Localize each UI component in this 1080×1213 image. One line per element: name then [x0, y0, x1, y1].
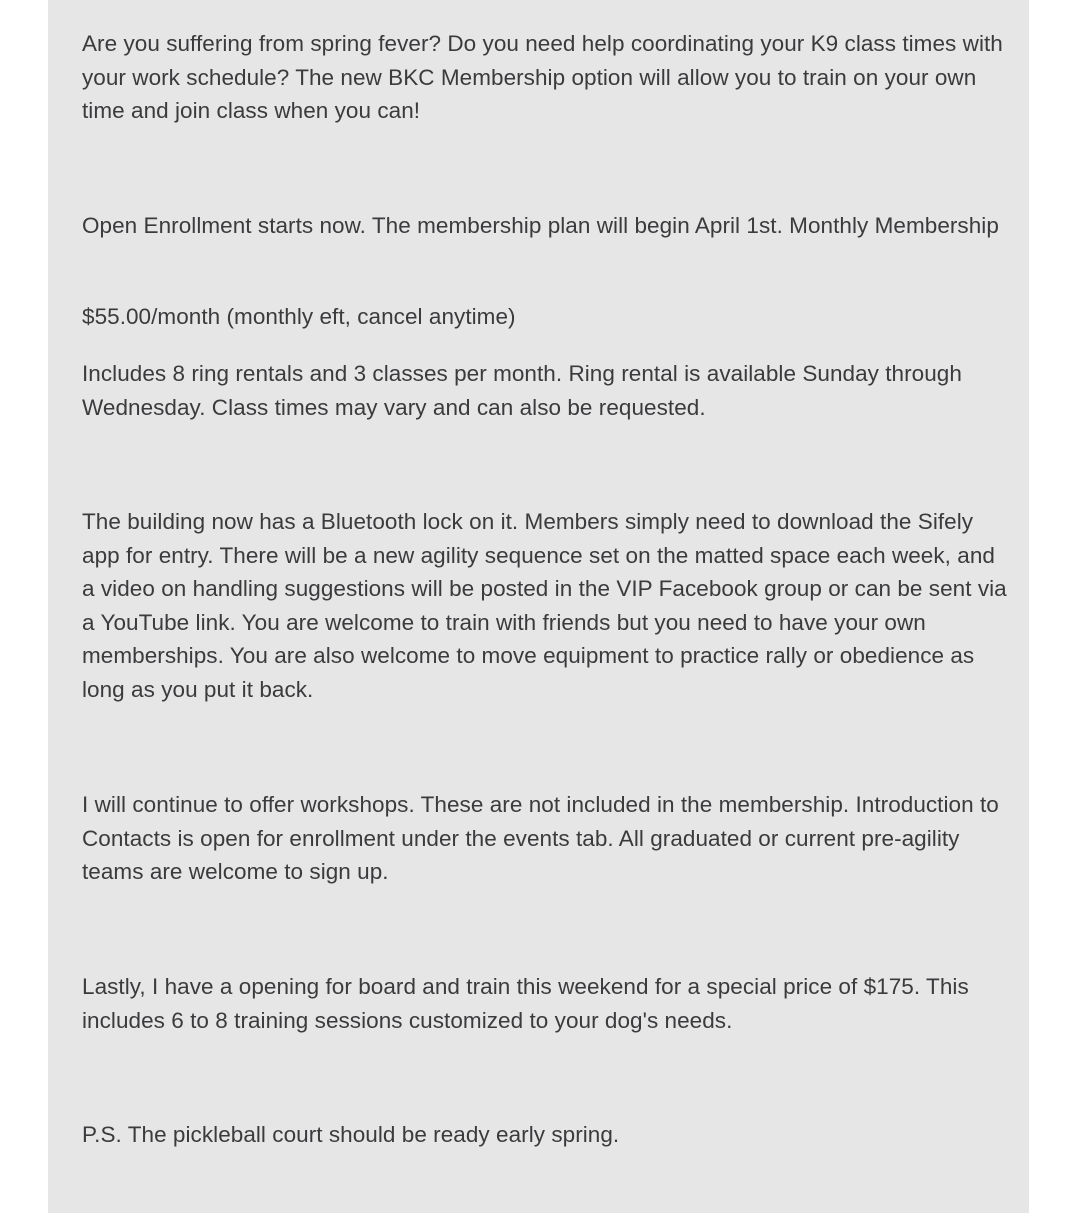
paragraph-open-enrollment: Open Enrollment starts now. The membership plan will begin April 1st. Monthly Membership	[82, 213, 999, 238]
paragraph-monthly-price: $55.00/month (monthly eft, cancel anytime)	[82, 304, 516, 329]
paragraph-membership-includes: Includes 8 ring rentals and 3 classes per month. Ring rental is available Sunday through Wednesday. Class times may vary and can also be requested.	[82, 361, 962, 420]
paragraph-board-and-train: Lastly, I have a opening for board and train this weekend for a special price of $175. This includes 6 to 8 training sessions customized to your dog's needs.	[82, 974, 969, 1033]
message-card	[48, 0, 1029, 1213]
paragraph-workshops: I will continue to offer workshops. These are not included in the membership. Introduction to Contacts is open for enrollment under the events tab. All graduated or current pre-agility teams are welcome to sign up.	[82, 792, 999, 885]
paragraph-postscript: P.S. The pickleball court should be ready early spring.	[82, 1122, 620, 1147]
paragraph-bluetooth-lock: The building now has a Bluetooth lock on it. Members simply need to download the Sifely app for entry. There will be a new agility sequence set on the matted space each week, and a video on handling suggestions will be posted in the VIP Facebook group or can be sent via a YouTube link. You are welcome to train with friends but you need to have your own memberships. You are also welcome to move equipment to practice rally or obedience as long as you put it back.	[82, 509, 1007, 702]
paragraph-spring-fever-intro: Are you suffering from spring fever? Do you need help coordinating your K9 class times with your work schedule? The new BKC Membership option will allow you to train on your own time and join class when you can!	[82, 31, 1003, 124]
